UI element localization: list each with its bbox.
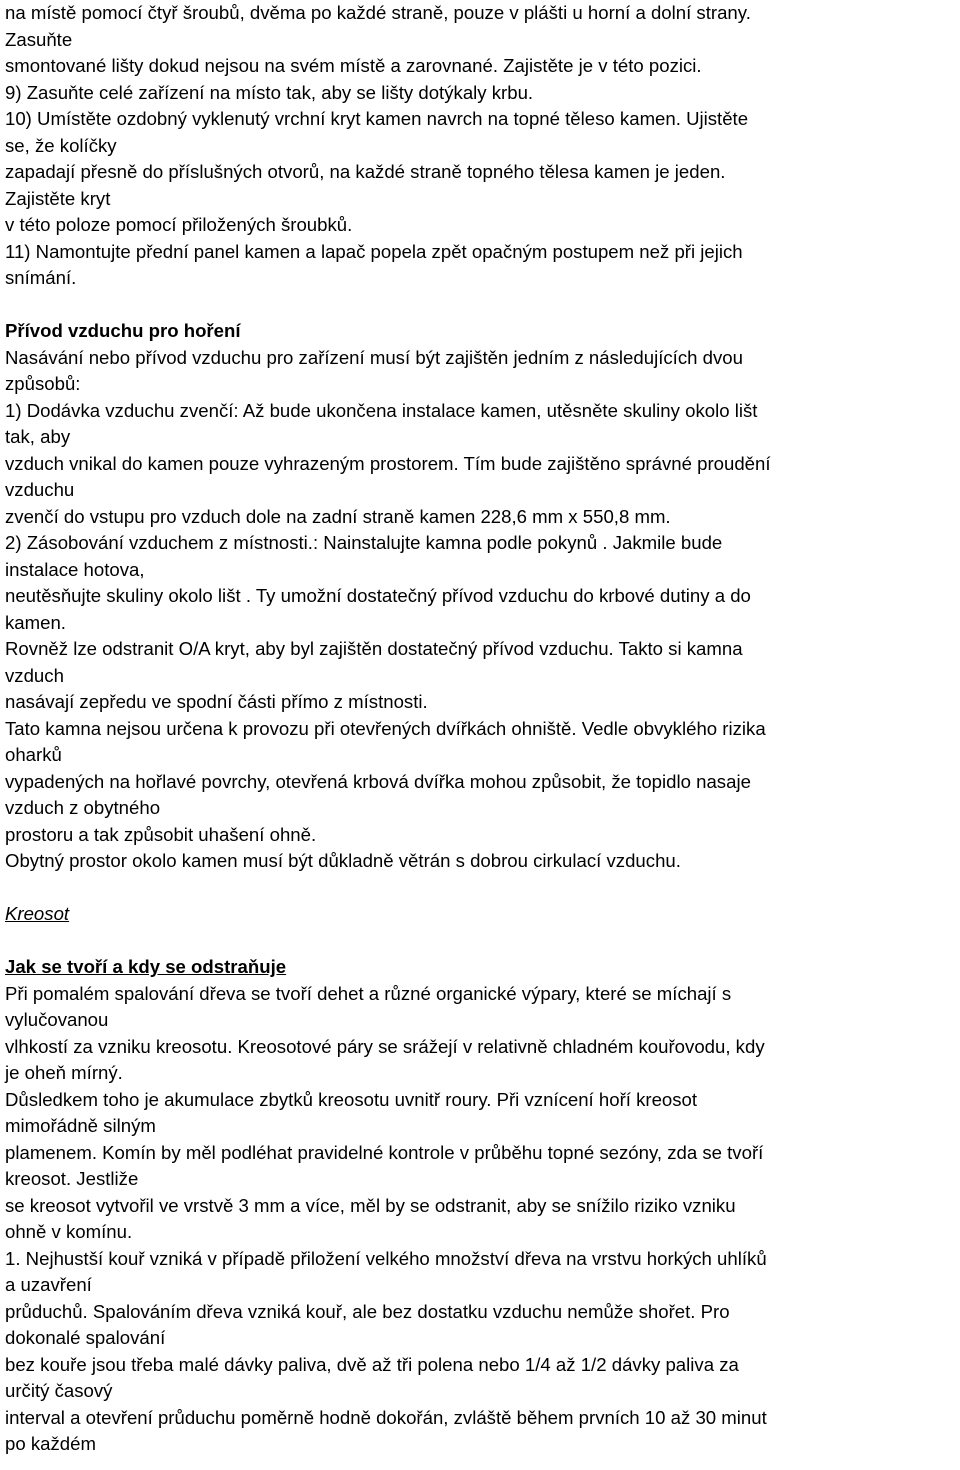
text-line: 2) Zásobování vzduchem z místnosti.: Nainstalujte kamna podle pokynů . Jakmile bude xyxy=(5,532,723,553)
text-line: vzduch xyxy=(5,664,64,686)
text-line: průduchů. Spalováním dřeva vzniká kouř, ale bez dostatku vzduchu nemůže shořet. Pro xyxy=(5,1300,730,1322)
text-line: plamenem. Komín by měl podléhat pravidelné kontrole v průběhu topné sezóny, zda se tvoří xyxy=(5,1141,764,1163)
text-line: Při pomalém spalování dřeva se tvoří dehet a různé organické výpary, které se míchají s xyxy=(5,982,732,1004)
text-line: určitý časový xyxy=(5,1380,113,1401)
text-line: ohně v komínu. xyxy=(5,1221,133,1242)
text-line: Nasávání nebo přívod vzduchu pro zařízení musí být zajištěn jedním z následujících dvou xyxy=(5,346,743,368)
text-line: se kreosot vytvořil ve vrstvě 3 mm a více, měl by se odstranit, aby se snížilo riziko vzniku xyxy=(5,1194,736,1216)
text-line: Rovněž lze odstranit O/A kryt, aby byl zajištěn dostatečný přívod vzduchu. Takto si kamna xyxy=(5,638,743,659)
section-heading: Přívod vzduchu pro hoření xyxy=(5,320,241,341)
text-line: instalace hotova, xyxy=(5,558,145,580)
text-line: vypadených na hořlavé povrchy, otevřená krbová dvířka mohou způsobit, že topidlo nasaje xyxy=(5,770,751,792)
text-line: vzduch vnikal do kamen pouze vyhrazeným prostorem. Tím bude zajištěno správné proudění xyxy=(5,452,771,474)
text-line: 10) Umístěte ozdobný vyklenutý vrchní kryt kamen navrch na topné těleso kamen. Ujistěte xyxy=(5,108,749,129)
section-subheading: Jak se tvoří a kdy se odstraňuje xyxy=(5,956,287,977)
text-line: je oheň mírný. xyxy=(5,1062,123,1083)
text-line: v této poloze pomocí přiložených šroubků. xyxy=(5,214,353,235)
text-line: vzduch z obytného xyxy=(5,797,161,818)
text-line: po každém xyxy=(5,1433,96,1454)
text-line: smontované lišty dokud nejsou na svém místě a zarovnané. Zajistěte je v této pozici. xyxy=(5,55,702,76)
text-line: prostoru a tak způsobit uhašení ohně. xyxy=(5,823,317,845)
text-line: kamen. xyxy=(5,611,66,633)
text-line: dokonalé spalování xyxy=(5,1327,166,1348)
installation-steps-block xyxy=(5,0,955,292)
section-title-creosote: Kreosot xyxy=(5,903,70,924)
text-line: Důsledkem toho je akumulace zbytků kreosotu uvnitř roury. Při vznícení hoří kreosot xyxy=(5,1088,698,1110)
text-line: a uzavření xyxy=(5,1274,92,1295)
text-line: zvenčí do vstupu pro vzduch dole na zadní straně kamen 228,6 mm x 550,8 mm. xyxy=(5,505,671,527)
text-line: vzduchu xyxy=(5,479,75,500)
text-line: zapadají přesně do příslušných otvorů, na každé straně topného tělesa kamen je jeden. xyxy=(5,161,726,182)
text-line: Tato kamna nejsou určena k provozu při otevřených dvířkách ohniště. Vedle obvyklého rizika xyxy=(5,717,766,739)
air-supply-section xyxy=(5,318,955,875)
text-line: kreosot. Jestliže xyxy=(5,1168,139,1189)
spacer xyxy=(5,292,955,319)
text-line: snímání. xyxy=(5,267,77,288)
text-line: způsobů: xyxy=(5,373,81,394)
text-line: vlhkostí za vzniku kreosotu. Kreosotové páry se srážejí v relativně chladném kouřovodu, kdy xyxy=(5,1035,765,1057)
text-line: 11) Namontujte přední panel kamen a lapač popela zpět opačným postupem než při jejich xyxy=(5,240,743,262)
text-line: Zasuňte xyxy=(5,28,73,50)
text-line: Zajistěte kryt xyxy=(5,187,111,209)
creosote-section xyxy=(5,954,955,1458)
text-line: bez kouře jsou třeba malé dávky paliva, dvě až tři polena nebo 1/4 až 1/2 dávky paliva za xyxy=(5,1353,739,1375)
document-page xyxy=(5,0,955,1458)
text-line: 1. Nejhustší kouř vzniká v případě přiložení velkého množství dřeva na vrstvu horkých uhlíků xyxy=(5,1247,767,1269)
text-line: na místě pomocí čtyř šroubů, dvěma po každé straně, pouze v plášti u horní a dolní strany. xyxy=(5,2,751,23)
text-line: Obytný prostor okolo kamen musí být důkladně větrán s dobrou cirkulací vzduchu. xyxy=(5,850,681,871)
spacer xyxy=(5,928,955,955)
spacer xyxy=(5,875,955,902)
text-line: tak, aby xyxy=(5,426,71,447)
text-line: oharků xyxy=(5,744,62,765)
text-line: mimořádně silným xyxy=(5,1115,156,1136)
text-line: 9) Zasuňte celé zařízení na místo tak, aby se lišty dotýkaly krbu. xyxy=(5,81,534,103)
text-line: nasávají zepředu ve spodní části přímo z místnosti. xyxy=(5,691,428,712)
text-line: vylučovanou xyxy=(5,1009,109,1030)
text-line: 1) Dodávka vzduchu zvenčí: Až bude ukončena instalace kamen, utěsněte skuliny okolo lišt xyxy=(5,399,758,421)
text-line: interval a otevření průduchu poměrně hodně dokořán, zvláště během prvních 10 až 30 minut xyxy=(5,1406,767,1428)
text-line: neutěsňujte skuliny okolo lišt . Ty umožní dostatečný přívod vzduchu do krbové dutiny a do xyxy=(5,585,751,606)
text-line: se, že kolíčky xyxy=(5,134,117,156)
